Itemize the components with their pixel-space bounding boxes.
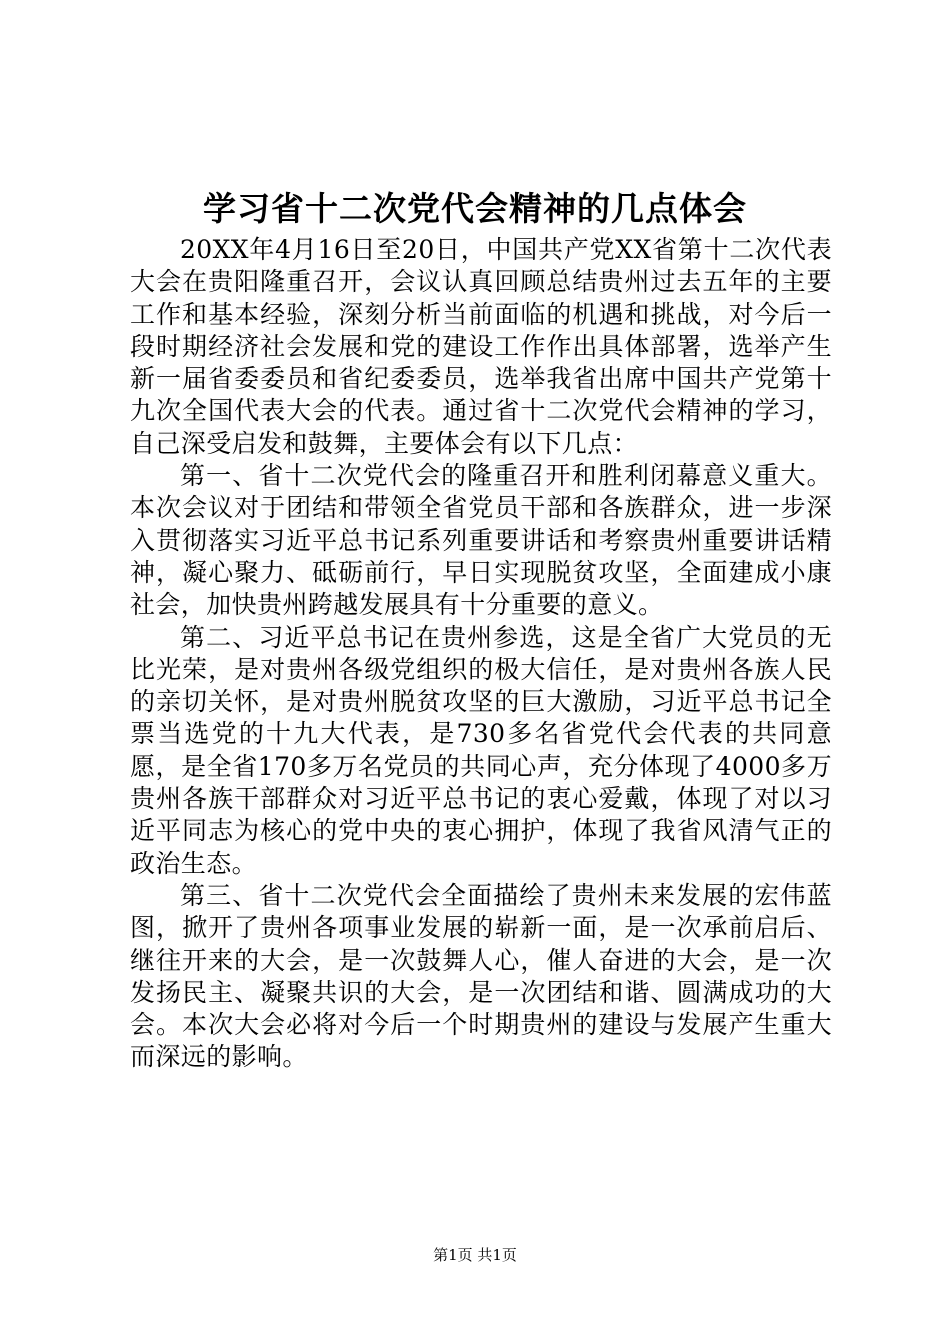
paragraph-intro: 20XX年4月16日至20日，中国共产党XX省第十二次代表大会在贵阳隆重召开，会议认真回顾总结贵州过去五年的主要工作和基本经验，深刻分析当前面临的机遇和挑战，对今后一段时期经济社会发展和党的建设工作作出具体部署，选举产生新一届省委委员和省纪委委员，选举我省出席中国共产党第十九次全国代表大会的代表。通过省十二次党代会精神的学习，自己深受启发和鼓舞，主要体会有以下几点： [130,235,832,458]
document-title: 学习省十二次党代会精神的几点体会 [203,189,747,228]
document-body [130,234,832,1074]
page-footer: 第1页 共1页 [433,1246,517,1264]
paragraph-first-point: 第一、省十二次党代会的隆重召开和胜利闭幕意义重大。本次会议对于团结和带领全省党员干部和各族群众，进一步深入贯彻落实习近平总书记系列重要讲话和考察贵州重要讲话精神，凝心聚力、砥砺前行，早日实现脱贫攻坚，全面建成小康社会，加快贵州跨越发展具有十分重要的意义。 [130,461,832,620]
paragraph-third-point: 第三、省十二次党代会全面描绘了贵州未来发展的宏伟蓝图，掀开了贵州各项事业发展的崭新一面，是一次承前启后、继往开来的大会，是一次鼓舞人心，催人奋进的大会，是一次发扬民主、凝聚共识的大会，是一次团结和谐、圆满成功的大会。本次大会必将对今后一个时期贵州的建设与发展产生重大而深远的影响。 [130,880,832,1072]
paragraph-second-point: 第二、习近平总书记在贵州参选，这是全省广大党员的无比光荣，是对贵州各级党组织的极大信任，是对贵州各族人民的亲切关怀，是对贵州脱贫攻坚的巨大激励，习近平总书记全票当选党的十九大代表，是730多名省党代会代表的共同意愿，是全省170多万名党员的共同心声，充分体现了4000多万贵州各族干部群众对习近平总书记的衷心爱戴，体现了对以习近平同志为核心的党中央的衷心拥护，体现了我省风清气正的政治生态。 [130,622,832,878]
